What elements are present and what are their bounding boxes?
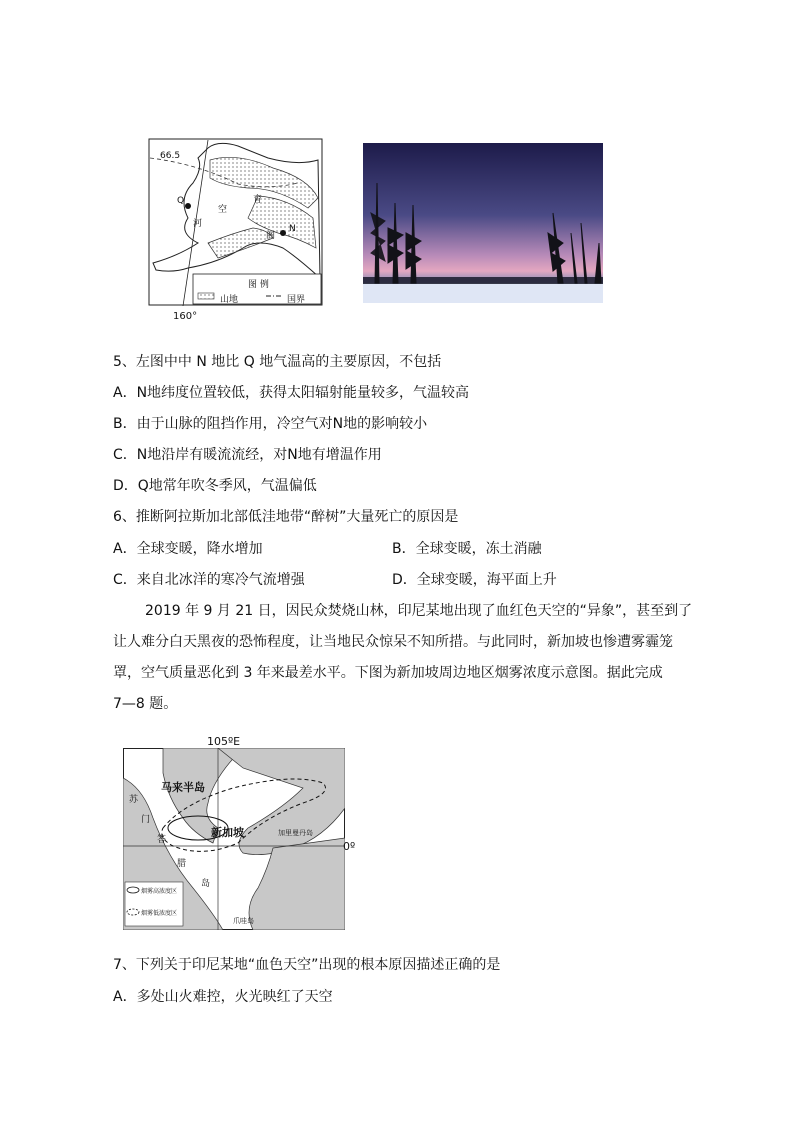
q5-option-d: D．Q地常年吹冬季风，气温偏低 xyxy=(113,478,317,494)
java-label: 爪哇岛 xyxy=(233,917,254,925)
map-letter-q: Q xyxy=(177,196,185,206)
sumatra-men-label: 门 xyxy=(141,815,151,825)
map-letter-ge: 阁 xyxy=(266,231,276,241)
passage-line-2: 让人难分白天黑夜的恐怖程度，让当地民众惊呆不知所措。与此同时，新加坡也惨遭雾霾笼 xyxy=(113,634,673,650)
q7-stem: 7、下列关于印尼某地“血色天空”出现的根本原因描述正确的是 xyxy=(113,957,501,973)
sumatra-la-label: 腊 xyxy=(177,859,187,869)
q6-option-a: A．全球变暖，降水增加 xyxy=(113,541,263,557)
legend-mountain-label: 山地 xyxy=(220,295,239,305)
q7-option-a: A．多处山火难控，火光映红了天空 xyxy=(113,989,333,1005)
passage-line-4: 7—8 题。 xyxy=(113,696,178,712)
haze-map xyxy=(123,748,345,930)
q5-stem: 5、左图中中 N 地比 Q 地气温高的主要原因，不包括 xyxy=(113,354,442,370)
latitude-label: 66.5 xyxy=(160,151,181,161)
malay-peninsula-label: 马来半岛 xyxy=(161,781,205,794)
legend-high-concentration: 烟雾高浓度区 xyxy=(141,888,178,895)
passage-line-1: 2019 年 9 月 21 日，因民众焚烧山林，印尼某地出现了血红色天空的“异象”，甚至到了 xyxy=(145,603,693,619)
map-letter-n: N xyxy=(289,224,296,234)
legend-low-concentration: 烟雾低浓度区 xyxy=(141,910,178,917)
q5-option-c: C．N地沿岸有暖流流经，对N地有增温作用 xyxy=(113,447,382,463)
singapore-label: 新加坡 xyxy=(211,826,244,839)
q6-stem: 6、推断阿拉斯加北部低洼地带“醉树”大量死亡的原因是 xyxy=(113,509,459,525)
q6-option-c: C．来自北冰洋的寒冷气流增强 xyxy=(113,572,305,588)
alaska-map xyxy=(148,138,323,306)
longitude-label: 160° xyxy=(173,311,198,322)
drunken-trees-photo xyxy=(363,143,603,303)
sumatra-su-label: 苏 xyxy=(129,795,139,805)
map-letter-yu: 育 xyxy=(253,195,263,205)
q5-option-b: B．由于山脉的阻挡作用，冷空气对N地的影响较小 xyxy=(113,416,428,432)
sumatra-da-label: 答 xyxy=(157,835,167,845)
passage-line-3: 罩，空气质量恶化到 3 年来最差水平。下图为新加坡周边地区烟雾浓度示意图。据此完成 xyxy=(113,665,663,681)
map-letter-kong: 空 xyxy=(218,205,228,215)
equator-label: 0º xyxy=(343,840,356,853)
drunken-trees-photo-graphic xyxy=(363,143,603,303)
map-letter-he: 河 xyxy=(193,219,203,229)
legend-title: 图 例 xyxy=(248,280,269,290)
kalimantan-label: 加里曼丹岛 xyxy=(278,829,313,837)
q6-option-b: B．全球变暖，冻土消融 xyxy=(392,541,542,557)
q5-option-a: A．N地纬度位置较低，获得太阳辐射能量较多，气温较高 xyxy=(113,385,470,401)
legend-border-label: 国界 xyxy=(287,295,306,305)
longitude-105-label: 105ºE xyxy=(207,735,241,748)
q6-option-d: D．全球变暖，海平面上升 xyxy=(392,572,557,588)
alaska-map-graphic xyxy=(148,138,323,306)
sumatra-dao-label: 岛 xyxy=(201,879,211,889)
